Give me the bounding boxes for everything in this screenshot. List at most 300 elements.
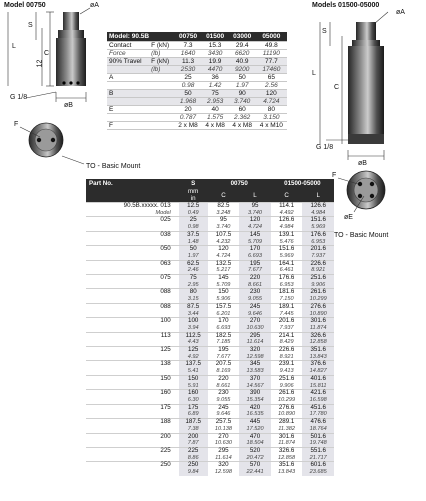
part-s-in: 4.92	[179, 354, 208, 361]
part-s-in: 7.87	[179, 440, 208, 447]
part-number: 038	[86, 231, 179, 238]
part-c2: 181.6	[271, 289, 303, 296]
part-s-in: 1.48	[179, 239, 208, 246]
part-l1-in: 9.055	[239, 296, 271, 303]
part-l2: 601.6	[302, 462, 334, 469]
part-c1-in: 5.217	[208, 267, 240, 274]
spec-cell: 29.4	[229, 41, 256, 49]
part-row-inches	[86, 239, 334, 246]
part-c2-in: 5.476	[271, 239, 303, 246]
right-s-label: S	[322, 28, 327, 35]
spec-row	[107, 49, 287, 57]
spec-cell: 120	[256, 89, 287, 97]
spec-cell: 15.3	[202, 41, 229, 49]
part-c2: 301.6	[271, 433, 303, 440]
part-c2-in: 7.445	[271, 311, 303, 318]
part-c2: 239.1	[271, 361, 303, 368]
part-l1-in: 3.740	[239, 210, 271, 217]
part-number: 050	[86, 246, 179, 253]
part-number: 125	[86, 347, 179, 354]
part-l1-in: 20.472	[239, 455, 271, 462]
part-l2-in: 5.969	[302, 224, 334, 231]
part-l1: 95	[239, 203, 271, 210]
spec-cell: 4470	[202, 65, 229, 73]
part-l2: 201.6	[302, 246, 334, 253]
part-l2: 261.6	[302, 289, 334, 296]
part-number: 175	[86, 404, 179, 411]
part-s-mm: 250	[179, 462, 208, 469]
spec-header-col: 05000	[256, 32, 287, 41]
spec-row-unit: (lb)	[149, 65, 174, 73]
spec-cell: 4 x M10	[256, 121, 287, 129]
part-c2: 326.6	[271, 447, 303, 454]
part-s-mm: 150	[179, 375, 208, 382]
part-l1-in: 5.709	[239, 239, 271, 246]
part-row-inches	[86, 383, 334, 390]
left-model-title: Model 00750	[4, 2, 46, 9]
part-l2-in: 16.598	[302, 397, 334, 404]
part-l1: 345	[239, 361, 271, 368]
part-number: 150	[86, 375, 179, 382]
part-header-s: S	[179, 179, 208, 188]
spec-row-unit	[149, 105, 174, 113]
part-l1: 570	[239, 462, 271, 469]
part-l2: 301.6	[302, 318, 334, 325]
left-f-label: F	[14, 121, 19, 128]
spec-cell: 36	[202, 73, 229, 81]
part-l2: 501.6	[302, 433, 334, 440]
part-row	[86, 404, 334, 411]
part-subheader-l: L	[302, 188, 334, 203]
part-row-inches	[86, 296, 334, 303]
part-number: 160	[86, 390, 179, 397]
part-s-in: 6.89	[179, 411, 208, 418]
part-s-in: 8.86	[179, 455, 208, 462]
spec-row	[107, 57, 287, 65]
part-l1-in: 12.598	[239, 354, 271, 361]
right-c-label: C	[334, 84, 340, 91]
part-row	[86, 390, 334, 397]
spec-row-unit	[149, 113, 174, 121]
spec-row-label: F	[107, 121, 149, 129]
part-row-inches	[86, 411, 334, 418]
part-c1-in: 5.906	[208, 296, 240, 303]
left-s-label: S	[28, 22, 33, 29]
part-l2-in: 8.921	[302, 267, 334, 274]
part-s-in: 2.95	[179, 282, 208, 289]
part-c1: 95	[208, 217, 240, 224]
part-s-mm: 37.5	[179, 231, 208, 238]
part-c2: 214.1	[271, 332, 303, 339]
part-c1: 257.5	[208, 419, 240, 426]
spec-cell: 40	[202, 105, 229, 113]
part-c2: 201.6	[271, 318, 303, 325]
part-number: 225	[86, 447, 179, 454]
part-number: 250	[86, 462, 179, 469]
part-s-mm: 50	[179, 246, 208, 253]
part-row-inches	[86, 354, 334, 361]
part-c2: 189.1	[271, 303, 303, 310]
part-row	[86, 289, 334, 296]
part-s-in: 1.97	[179, 253, 208, 260]
part-l1: 120	[239, 217, 271, 224]
spec-row-label	[107, 81, 149, 89]
spec-cell: 1.575	[202, 113, 229, 121]
part-c2-in: 6.461	[271, 267, 303, 274]
part-l2-in: 13.843	[302, 354, 334, 361]
part-c1: 207.5	[208, 361, 240, 368]
part-s-mm: 200	[179, 433, 208, 440]
part-c2-in: 11.874	[271, 440, 303, 447]
part-row-inches	[86, 253, 334, 260]
part-c1-in: 4.724	[208, 253, 240, 260]
part-number: 188	[86, 419, 179, 426]
part-l2: 376.6	[302, 361, 334, 368]
part-l1: 370	[239, 375, 271, 382]
spec-row-label: B	[107, 89, 149, 97]
spec-cell: 6620	[229, 49, 256, 57]
part-s-mm: 75	[179, 275, 208, 282]
part-c1: 320	[208, 462, 240, 469]
spec-cell: 17460	[256, 65, 287, 73]
part-l2: 476.6	[302, 419, 334, 426]
part-number: 100	[86, 318, 179, 325]
part-c1: 230	[208, 390, 240, 397]
part-row	[86, 260, 334, 267]
spec-row-unit	[149, 81, 174, 89]
part-row-inches	[86, 311, 334, 318]
part-l2: 421.6	[302, 390, 334, 397]
part-l1-in: 4.724	[239, 224, 271, 231]
spec-cell: 1.968	[174, 97, 201, 105]
spec-cell: 2.56	[256, 81, 287, 89]
part-number: 025	[86, 217, 179, 224]
part-c2: 164.1	[271, 260, 303, 267]
part-c1-in: 10.138	[208, 426, 240, 433]
right-f-label: F	[332, 172, 337, 179]
part-row-inches	[86, 339, 334, 346]
part-row-inches	[86, 440, 334, 447]
spec-cell: 1.42	[202, 81, 229, 89]
spec-cell: 3430	[202, 49, 229, 57]
spec-header-col: 01500	[202, 32, 229, 41]
spec-cell: 11.3	[174, 57, 201, 65]
part-c2: 289.1	[271, 419, 303, 426]
part-c2-in: 11.382	[271, 426, 303, 433]
part-l2-in: 14.827	[302, 368, 334, 375]
part-c2: 114.1	[271, 203, 303, 210]
left-mount-caption: TO - Basic Mount	[86, 163, 141, 170]
spec-cell: 60	[229, 105, 256, 113]
part-table-body	[86, 203, 334, 476]
spec-header-model: Model: 90.5B	[107, 32, 174, 41]
part-l1-in: 18.504	[239, 440, 271, 447]
part-l1: 230	[239, 289, 271, 296]
part-s-mm: 12.5	[179, 203, 208, 210]
part-number: 088	[86, 289, 179, 296]
part-c2: 126.6	[271, 217, 303, 224]
spec-cell: 90	[229, 89, 256, 97]
part-c1-in: 8.661	[208, 383, 240, 390]
part-l1: 420	[239, 404, 271, 411]
part-number-blank	[86, 469, 179, 476]
spec-cell: 9200	[229, 65, 256, 73]
part-model-label: Model	[86, 210, 179, 217]
spec-row	[107, 105, 287, 113]
spec-cell: 50	[229, 73, 256, 81]
part-l1: 270	[239, 318, 271, 325]
part-s-mm: 112.5	[179, 332, 208, 339]
part-c2-in: 4.492	[271, 210, 303, 217]
part-l1-in: 14.567	[239, 383, 271, 390]
part-l1: 195	[239, 260, 271, 267]
spec-cell: 50	[174, 89, 201, 97]
spec-cell: 2.953	[202, 97, 229, 105]
part-row-inches	[86, 325, 334, 332]
spec-row-label: E	[107, 105, 149, 113]
spec-cell: 49.8	[256, 41, 287, 49]
part-l2-in: 21.717	[302, 455, 334, 462]
part-c1: 295	[208, 447, 240, 454]
part-row	[86, 447, 334, 454]
spec-row-unit: F (kN)	[149, 41, 174, 49]
left-cylinder-drawing	[0, 0, 110, 180]
part-c1-in: 7.185	[208, 339, 240, 346]
part-c1-in: 8.169	[208, 368, 240, 375]
spec-table-body	[107, 41, 287, 129]
part-row	[86, 375, 334, 382]
part-c2-in: 5.969	[271, 253, 303, 260]
part-c1-in: 3.740	[208, 224, 240, 231]
part-c1: 220	[208, 375, 240, 382]
part-c2-in: 7.150	[271, 296, 303, 303]
part-subheader-l: L	[239, 188, 271, 203]
spec-cell: 11190	[256, 49, 287, 57]
part-row	[86, 246, 334, 253]
part-s-mm: 160	[179, 390, 208, 397]
part-s-in: 2.46	[179, 267, 208, 274]
part-s-mm: 137.5	[179, 361, 208, 368]
spec-row-unit: F (kN)	[149, 57, 174, 65]
part-c2-in: 9.906	[271, 383, 303, 390]
part-c2-in: 6.953	[271, 282, 303, 289]
part-row	[86, 203, 334, 210]
part-l2-in: 12.858	[302, 339, 334, 346]
part-c2-in: 10.299	[271, 397, 303, 404]
part-c1: 245	[208, 404, 240, 411]
part-l1: 320	[239, 347, 271, 354]
spec-cell: 80	[256, 105, 287, 113]
part-l2: 551.6	[302, 447, 334, 454]
part-row	[86, 231, 334, 238]
part-l2-in: 4.984	[302, 210, 334, 217]
part-c1: 107.5	[208, 231, 240, 238]
part-c1: 150	[208, 289, 240, 296]
part-c1: 157.5	[208, 303, 240, 310]
spec-cell: 1.97	[229, 81, 256, 89]
part-header-00750: 00750	[208, 179, 271, 188]
part-l1: 295	[239, 332, 271, 339]
part-l2-in: 15.811	[302, 383, 334, 390]
part-c1-in: 11.614	[208, 455, 240, 462]
spec-cell: 4.724	[256, 97, 287, 105]
part-number: 088	[86, 303, 179, 310]
left-ob-label: øB	[64, 102, 73, 109]
spec-row-unit	[149, 121, 174, 129]
part-c2-in: 9.413	[271, 368, 303, 375]
part-s-mm: 25	[179, 217, 208, 224]
part-l1: 520	[239, 447, 271, 454]
part-subheader-in: in	[190, 195, 196, 202]
left-g-label: G 1/8	[10, 94, 28, 101]
spec-row-label	[107, 113, 149, 121]
right-oa-label: øA	[396, 9, 405, 16]
part-row	[86, 217, 334, 224]
spec-table-header	[107, 32, 287, 41]
part-c2: 151.6	[271, 246, 303, 253]
part-c2: 276.6	[271, 404, 303, 411]
part-l2-in: 11.874	[302, 325, 334, 332]
part-l2: 326.6	[302, 332, 334, 339]
part-subheader-mm: mm	[188, 188, 199, 195]
part-l2-in: 6.953	[302, 239, 334, 246]
spec-row-unit	[149, 97, 174, 105]
part-row	[86, 462, 334, 469]
spec-cell: 65	[256, 73, 287, 81]
spec-row	[107, 89, 287, 97]
part-subheader-c: C	[208, 188, 240, 203]
part-c1: 145	[208, 275, 240, 282]
spec-cell: 77.7	[256, 57, 287, 65]
spec-cell: 20	[174, 105, 201, 113]
part-c1-in: 5.709	[208, 282, 240, 289]
part-l1-in: 9.646	[239, 311, 271, 318]
part-s-mm: 100	[179, 318, 208, 325]
spec-row-label: 90% Travel	[107, 57, 149, 65]
part-l2: 151.6	[302, 217, 334, 224]
part-c1-in: 12.598	[208, 469, 240, 476]
part-number-blank	[86, 426, 179, 433]
spec-row	[107, 81, 287, 89]
spec-row	[107, 73, 287, 81]
part-s-mm: 225	[179, 447, 208, 454]
part-table-header	[86, 179, 334, 188]
part-subheader-empty	[86, 188, 179, 203]
part-c1-in: 7.677	[208, 354, 240, 361]
part-c2: 176.6	[271, 275, 303, 282]
part-s-in: 9.84	[179, 469, 208, 476]
right-oe-label: øE	[344, 214, 353, 221]
part-row	[86, 361, 334, 368]
left-c-label: C	[44, 50, 50, 57]
spec-row	[107, 121, 287, 129]
part-c2: 261.6	[271, 390, 303, 397]
part-s-in: 7.38	[179, 426, 208, 433]
part-s-in: 0.49	[179, 210, 208, 217]
part-l1-in: 7.677	[239, 267, 271, 274]
part-row-inches	[86, 368, 334, 375]
part-c1-in: 9.055	[208, 397, 240, 404]
part-row-inches	[86, 455, 334, 462]
part-c1: 182.5	[208, 332, 240, 339]
spec-header-col: 00750	[174, 32, 201, 41]
left-stroke-label: 12	[36, 59, 44, 68]
spec-row	[107, 97, 287, 105]
right-model-title: Models 01500-05000	[312, 2, 380, 9]
part-c1: 270	[208, 433, 240, 440]
part-c2-in: 10.890	[271, 411, 303, 418]
part-row	[86, 347, 334, 354]
part-c2-in: 12.858	[271, 455, 303, 462]
part-l2-in: 9.906	[302, 282, 334, 289]
part-subheader-c: C	[271, 188, 303, 203]
part-s-in: 0.98	[179, 224, 208, 231]
spec-row-label	[107, 97, 149, 105]
spec-row-label: Contact	[107, 41, 149, 49]
spec-cell: 75	[202, 89, 229, 97]
spec-cell: 7.3	[174, 41, 201, 49]
spec-row-label	[107, 65, 149, 73]
part-subheader-units	[179, 188, 208, 203]
spec-cell: 40.9	[229, 57, 256, 65]
part-c2-in: 4.984	[271, 224, 303, 231]
part-l1: 470	[239, 433, 271, 440]
part-l1: 145	[239, 231, 271, 238]
part-number: 200	[86, 433, 179, 440]
part-c1: 195	[208, 347, 240, 354]
part-s-mm: 80	[179, 289, 208, 296]
part-l2: 126.6	[302, 203, 334, 210]
part-c2-in: 8.921	[271, 354, 303, 361]
part-l2-in: 23.685	[302, 469, 334, 476]
part-l2: 401.6	[302, 375, 334, 382]
spec-header-col: 03000	[229, 32, 256, 41]
part-c1-in: 4.232	[208, 239, 240, 246]
part-row-inches	[86, 282, 334, 289]
part-c1: 170	[208, 318, 240, 325]
part-number: 90.5B.xxxxx. 013	[86, 203, 179, 210]
part-s-in: 4.43	[179, 339, 208, 346]
part-c2-in: 8.429	[271, 339, 303, 346]
part-row	[86, 318, 334, 325]
part-l1: 220	[239, 275, 271, 282]
part-l2: 351.6	[302, 347, 334, 354]
spec-cell: 19.9	[202, 57, 229, 65]
part-s-mm: 187.5	[179, 419, 208, 426]
part-c2: 226.6	[271, 347, 303, 354]
spec-row-unit	[149, 73, 174, 81]
right-g-label: G 1/8	[316, 144, 334, 151]
part-number: 113	[86, 332, 179, 339]
part-c1-in: 6.693	[208, 325, 240, 332]
part-header-partno: Part No.	[86, 179, 179, 188]
part-c1: 132.5	[208, 260, 240, 267]
part-l2: 176.6	[302, 231, 334, 238]
part-l2-in: 10.890	[302, 311, 334, 318]
spec-row-label: Force	[107, 49, 149, 57]
part-c2: 139.1	[271, 231, 303, 238]
spec-cell: 3.150	[256, 113, 287, 121]
part-c1-in: 6.201	[208, 311, 240, 318]
part-l1: 245	[239, 303, 271, 310]
spec-cell: 3.740	[229, 97, 256, 105]
part-number: 138	[86, 361, 179, 368]
part-l1: 445	[239, 419, 271, 426]
spec-cell: 4 x M8	[202, 121, 229, 129]
part-l1-in: 13.583	[239, 368, 271, 375]
part-s-in: 3.44	[179, 311, 208, 318]
spec-cell: 0.98	[174, 81, 201, 89]
